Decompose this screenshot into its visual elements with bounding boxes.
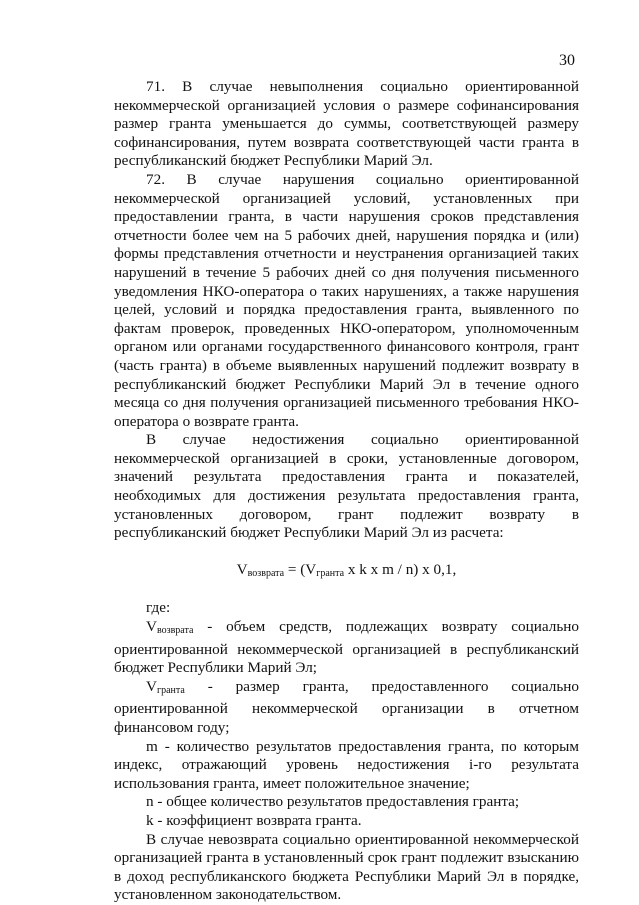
document-body (114, 78, 579, 905)
paragraph-final: В случае невозврата социально ориентированной некоммерческой организацией гранта в установленный срок грант подлежит взысканию в доход республиканского бюджета Республики Марий Эл в порядке, установленном законодательством. (114, 830, 579, 904)
def2-sub: гранта (156, 684, 185, 696)
formula-eq-open: = (V (284, 560, 317, 578)
formula-v: V (236, 560, 248, 578)
formula-v-sub: возврата (247, 567, 285, 579)
definition-v-grant (114, 678, 579, 738)
page-number: 30 (559, 52, 575, 69)
def2-symbol: V (146, 677, 157, 695)
definition-n: n - общее количество результатов предоставления гранта; (146, 793, 520, 811)
where-label: где: (146, 599, 171, 617)
def1-sub: возврата (156, 625, 194, 637)
paragraph-71: 71. В случае невыполнения социально ориентированной некоммерческой организацией условия о размере софинансирования размер гранта уменьшается до суммы, соответствующей размеру софинансирования, путем возврата соответствующей части гранта в республиканский бюджет Республики Марий Эл. (114, 78, 579, 170)
definition-m: m - количество результатов предоставления гранта, по которым индекс, отражающий уровень недостижения i-го результата использования гранта, имеет положительное значение; (114, 737, 579, 792)
def1-text: - объем средств, подлежащих возврату социально ориентированной некоммерческой организацией в республиканский бюджет Республики Марий Эл; (114, 618, 579, 677)
def2-text: - размер гранта, предоставленного социально ориентированной некоммерческой организации в отчетном финансовом году; (114, 677, 579, 736)
definition-v-return (114, 618, 579, 678)
definition-k: k - коэффициент возврата гранта. (146, 811, 362, 829)
paragraph-failure: В случае недостижения социально ориентированной некоммерческой организацией в сроки, установленные договором, значений результата предоставления гранта и показателей, необходимых для достижения результата предоставления гранта, установленных договором, грант подлежит возврату в республиканский бюджет Республики Марий Эл из расчета: (114, 431, 579, 542)
paragraph-72: 72. В случае нарушения социально ориентированной некоммерческой организацией условий, установленных при предоставлении гранта, в части нарушения сроков представления отчетности более чем на 5 рабочих дней, нарушения порядка и (или) формы представления отчетности и неустранения организацией таких нарушений в течение 5 рабочих дней со дня получения письменного уведомления НКО-оператора о таких нарушениях, а также нарушения целей, условий и порядка предоставления гранта, выявленного по фактам проверок, проведенных НКО-оператором, уполномоченным органом или органами государственного финансового контроля, грант (часть гранта) в объеме выявленных нарушений подлежит возврату в республиканский бюджет Республики Марий Эл в течение одного месяца со дня получения организацией письменного требования НКО-оператора о возврате гранта. (114, 170, 579, 430)
formula-grant-sub: гранта (316, 567, 345, 579)
def1-symbol: V (146, 618, 157, 636)
formula-rest: х k х m / n) х 0,1, (344, 560, 457, 578)
formula (114, 561, 579, 584)
